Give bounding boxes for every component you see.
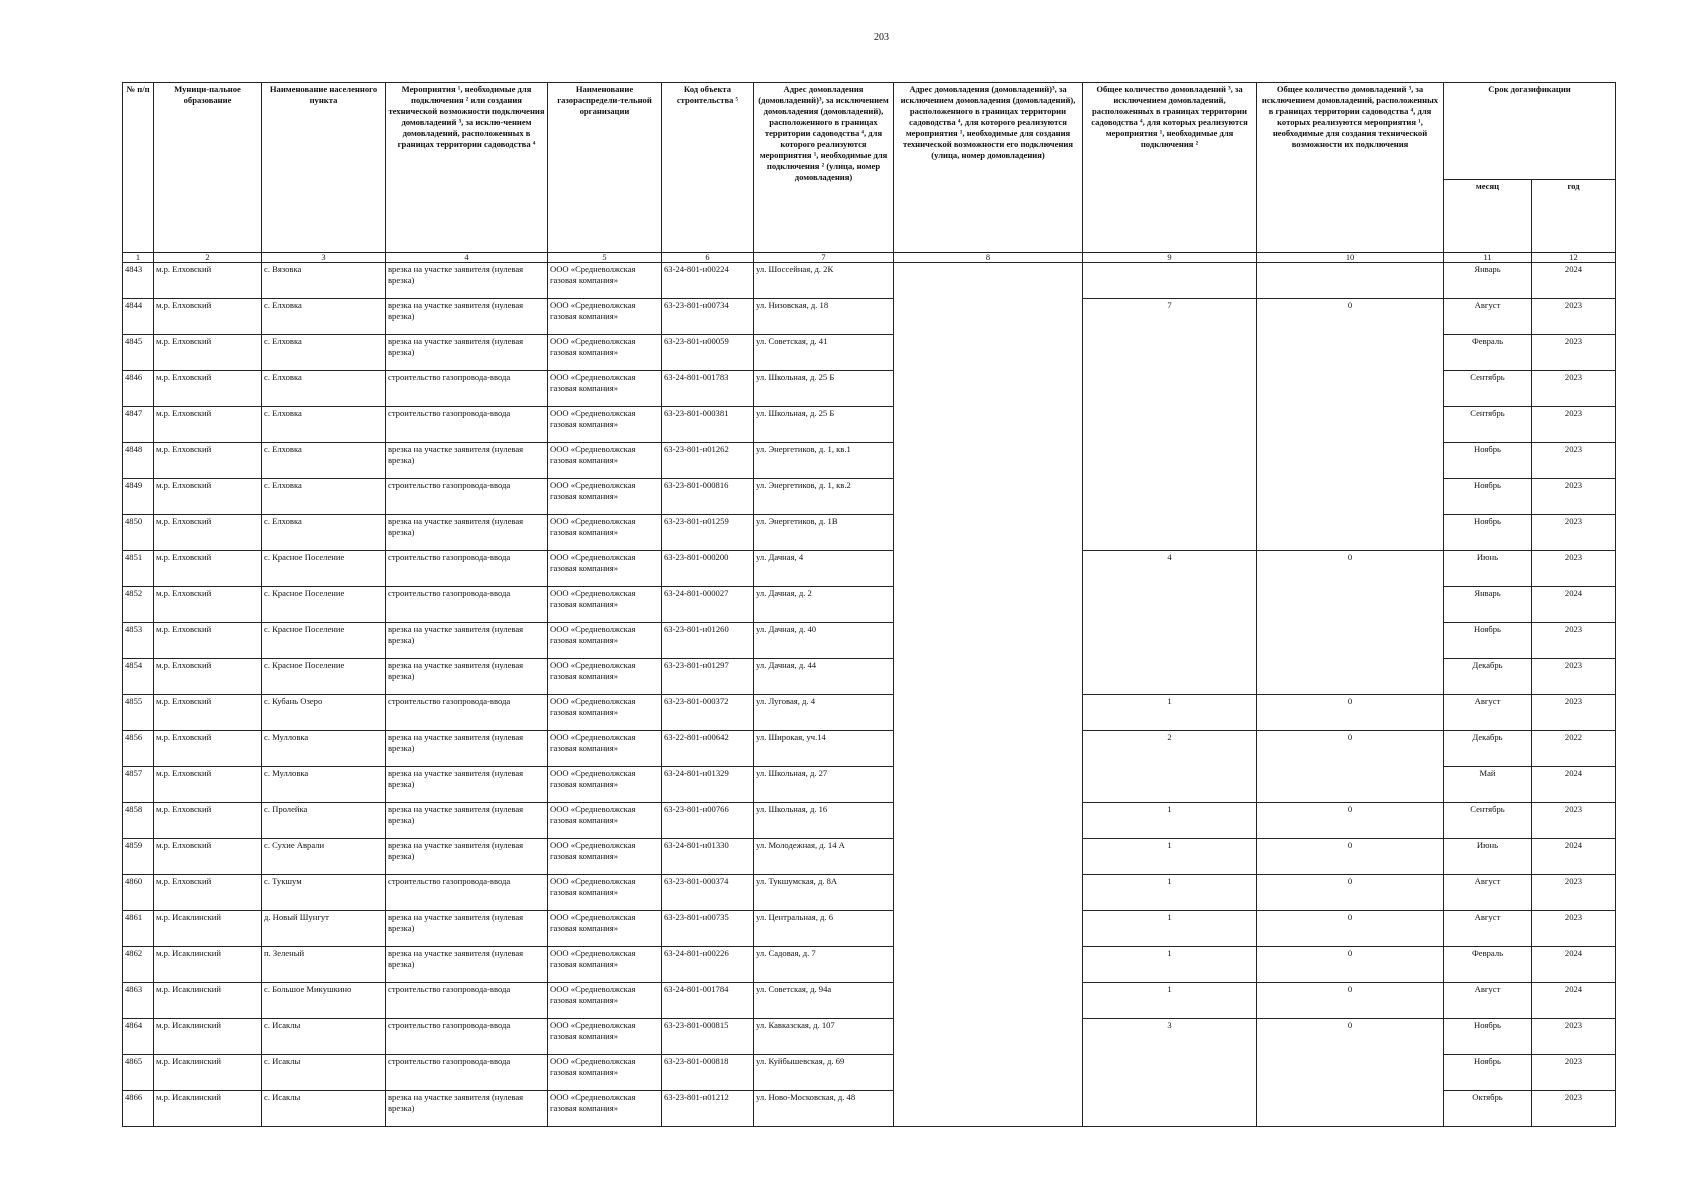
column-number: 12 [1532,253,1616,263]
cell-measure: строительство газопровода-ввода [386,875,548,911]
cell-address: ул. Широкая, уч.14 [754,731,894,767]
cell-total-capability: 0 [1257,731,1444,803]
cell-month: Август [1444,911,1532,947]
cell-settlement: с. Исаклы [262,1091,386,1127]
cell-measure: врезка на участке заявителя (нулевая врезка) [386,731,548,767]
cell-object-code: 63-23-801-н00735 [662,911,754,947]
table-row [123,947,1616,983]
cell-total-connection: 1 [1083,839,1257,875]
cell-month: Сентябрь [1444,803,1532,839]
cell-organization: ООО «Средневолжская газовая компания» [548,695,662,731]
table-row [123,263,1616,299]
cell-measure: врезка на участке заявителя (нулевая врезка) [386,839,548,875]
cell-month: Июнь [1444,551,1532,587]
cell-settlement: с. Елховка [262,335,386,371]
cell-address: ул. Советская, д. 41 [754,335,894,371]
cell-measure: строительство газопровода-ввода [386,407,548,443]
cell-object-code: 63-23-801-000818 [662,1055,754,1091]
cell-address: ул. Тукшумская, д. 8А [754,875,894,911]
cell-organization: ООО «Средневолжская газовая компания» [548,479,662,515]
row-number: 4857 [123,767,154,803]
cell-municipality: м.р. Елховский [154,839,262,875]
cell-year: 2023 [1532,443,1616,479]
cell-total-connection: 7 [1083,299,1257,551]
column-number: 5 [548,253,662,263]
cell-year: 2024 [1532,947,1616,983]
cell-settlement: с. Мулловка [262,731,386,767]
cell-organization: ООО «Средневолжская газовая компания» [548,587,662,623]
cell-month: Февраль [1444,335,1532,371]
cell-organization: ООО «Средневолжская газовая компания» [548,983,662,1019]
cell-settlement: с. Елховка [262,443,386,479]
column-number-row [123,253,1616,263]
cell-address: ул. Школьная, д. 27 [754,767,894,803]
column-number: 4 [386,253,548,263]
cell-year: 2023 [1532,479,1616,515]
cell-address: ул. Низовская, д. 18 [754,299,894,335]
cell-month: Июнь [1444,839,1532,875]
cell-total-capability: 0 [1257,299,1444,551]
cell-year: 2023 [1532,623,1616,659]
cell-object-code: 63-23-801-000815 [662,1019,754,1055]
cell-measure: строительство газопровода-ввода [386,551,548,587]
cell-year: 2023 [1532,695,1616,731]
cell-measure: врезка на участке заявителя (нулевая врезка) [386,767,548,803]
cell-measure: врезка на участке заявителя (нулевая врезка) [386,299,548,335]
cell-year: 2023 [1532,551,1616,587]
cell-month: Октябрь [1444,1091,1532,1127]
cell-address: ул. Дачная, д. 2 [754,587,894,623]
cell-object-code: 63-23-801-н00766 [662,803,754,839]
cell-organization: ООО «Средневолжская газовая компания» [548,731,662,767]
cell-settlement: с. Вязовка [262,263,386,299]
cell-month: Ноябрь [1444,623,1532,659]
cell-object-code: 63-23-801-н01260 [662,623,754,659]
cell-municipality: м.р. Исаклинский [154,911,262,947]
cell-total-connection: 4 [1083,551,1257,695]
row-number: 4846 [123,371,154,407]
cell-settlement: с. Красное Поселение [262,551,386,587]
row-number: 4850 [123,515,154,551]
page-number: 203 [874,32,889,43]
cell-total-capability: 0 [1257,911,1444,947]
cell-total-capability [1257,263,1444,299]
cell-municipality: м.р. Исаклинский [154,947,262,983]
cell-settlement: с. Елховка [262,407,386,443]
cell-address: ул. Школьная, д. 25 Б [754,371,894,407]
cell-settlement: с. Пролейка [262,803,386,839]
cell-month: Февраль [1444,947,1532,983]
cell-organization: ООО «Средневолжская газовая компания» [548,551,662,587]
cell-month: Август [1444,875,1532,911]
cell-total-connection: 3 [1083,1019,1257,1127]
cell-measure: строительство газопровода-ввода [386,1019,548,1055]
cell-total-connection: 2 [1083,731,1257,803]
row-number: 4843 [123,263,154,299]
cell-year: 2024 [1532,983,1616,1019]
cell-address: ул. Школьная, д. 16 [754,803,894,839]
cell-measure: строительство газопровода-ввода [386,479,548,515]
cell-year: 2024 [1532,263,1616,299]
header-month: месяц [1444,180,1532,253]
cell-organization: ООО «Средневолжская газовая компания» [548,263,662,299]
cell-object-code: 63-23-801-н01212 [662,1091,754,1127]
cell-total-capability: 0 [1257,839,1444,875]
cell-object-code: 63-24-801-000027 [662,587,754,623]
cell-measure: строительство газопровода-ввода [386,983,548,1019]
cell-month: Ноябрь [1444,479,1532,515]
cell-object-code: 63-24-801-н01329 [662,767,754,803]
cell-month: Ноябрь [1444,443,1532,479]
column-number: 10 [1257,253,1444,263]
cell-object-code: 63-24-801-001784 [662,983,754,1019]
cell-settlement: с. Большое Микушкино [262,983,386,1019]
table-row [123,1019,1616,1055]
cell-object-code: 63-23-801-н00059 [662,335,754,371]
cell-municipality: м.р. Елховский [154,623,262,659]
cell-month: Август [1444,299,1532,335]
cell-organization: ООО «Средневолжская газовая компания» [548,335,662,371]
cell-municipality: м.р. Елховский [154,407,262,443]
cell-total-capability: 0 [1257,875,1444,911]
cell-address: ул. Дачная, 4 [754,551,894,587]
cell-measure: врезка на участке заявителя (нулевая врезка) [386,803,548,839]
cell-settlement: с. Исаклы [262,1055,386,1091]
cell-organization: ООО «Средневолжская газовая компания» [548,443,662,479]
cell-year: 2023 [1532,335,1616,371]
row-number: 4864 [123,1019,154,1055]
header-settlement: Наименование населенного пункта [262,83,386,253]
cell-address: ул. Ново-Московская, д. 48 [754,1091,894,1127]
cell-total-capability: 0 [1257,947,1444,983]
row-number: 4851 [123,551,154,587]
row-number: 4844 [123,299,154,335]
cell-year: 2023 [1532,1019,1616,1055]
table-row [123,839,1616,875]
cell-year: 2023 [1532,659,1616,695]
row-number: 4847 [123,407,154,443]
row-number: 4848 [123,443,154,479]
row-number: 4866 [123,1091,154,1127]
cell-address: ул. Молодежная, д. 14 А [754,839,894,875]
cell-total-capability: 0 [1257,983,1444,1019]
cell-organization: ООО «Средневолжская газовая компания» [548,911,662,947]
cell-total-connection: 1 [1083,983,1257,1019]
column-number: 7 [754,253,894,263]
cell-year: 2022 [1532,731,1616,767]
cell-address: ул. Дачная, д. 44 [754,659,894,695]
cell-address: ул. Энергетиков, д. 1В [754,515,894,551]
cell-settlement: с. Мулловка [262,767,386,803]
cell-organization: ООО «Средневолжская газовая компания» [548,515,662,551]
column-number: 1 [123,253,154,263]
cell-organization: ООО «Средневолжская газовая компания» [548,803,662,839]
row-number: 4858 [123,803,154,839]
cell-measure: врезка на участке заявителя (нулевая врезка) [386,623,548,659]
cell-organization: ООО «Средневолжская газовая компания» [548,1019,662,1055]
cell-total-capability: 0 [1257,1019,1444,1127]
column-number: 2 [154,253,262,263]
cell-municipality: м.р. Елховский [154,659,262,695]
gasification-table [122,82,1616,1127]
row-number: 4849 [123,479,154,515]
cell-year: 2023 [1532,875,1616,911]
cell-municipality: м.р. Елховский [154,335,262,371]
cell-year: 2023 [1532,911,1616,947]
table-row [123,731,1616,767]
header-deadline: Срок догазификации [1444,83,1616,180]
cell-settlement: с. Красное Поселение [262,623,386,659]
cell-settlement: с. Красное Поселение [262,587,386,623]
cell-address: ул. Советская, д. 94а [754,983,894,1019]
header-year: год [1532,180,1616,253]
cell-settlement: п. Зеленый [262,947,386,983]
cell-year: 2023 [1532,299,1616,335]
cell-measure: строительство газопровода-ввода [386,695,548,731]
cell-total-capability: 0 [1257,803,1444,839]
cell-total-connection: 1 [1083,803,1257,839]
cell-municipality: м.р. Елховский [154,875,262,911]
header-municipality: Муници-пальное образование [154,83,262,253]
column-number: 8 [894,253,1083,263]
cell-municipality: м.р. Елховский [154,551,262,587]
cell-measure: врезка на участке заявителя (нулевая врезка) [386,335,548,371]
cell-organization: ООО «Средневолжская газовая компания» [548,1055,662,1091]
cell-municipality: м.р. Елховский [154,263,262,299]
row-number: 4865 [123,1055,154,1091]
cell-organization: ООО «Средневолжская газовая компания» [548,767,662,803]
cell-month: Январь [1444,587,1532,623]
cell-month: Декабрь [1444,659,1532,695]
cell-organization: ООО «Средневолжская газовая компания» [548,371,662,407]
cell-municipality: м.р. Елховский [154,587,262,623]
table-row [123,875,1616,911]
cell-object-code: 63-23-801-000374 [662,875,754,911]
cell-total-connection: 1 [1083,695,1257,731]
table-row [123,803,1616,839]
header-org: Наименование газораспредели-тельной организации [548,83,662,253]
cell-settlement: с. Елховка [262,371,386,407]
cell-address: ул. Шоссейная, д. 2К [754,263,894,299]
cell-measure: врезка на участке заявителя (нулевая врезка) [386,947,548,983]
row-number: 4854 [123,659,154,695]
cell-municipality: м.р. Исаклинский [154,1055,262,1091]
header-address-capability: Адрес домовладения (домовладений)³, за исключением домовладения (домовладений), расположенного в границах территории садоводства ⁴, для которого реализуются мероприятия ¹, необходимые для создания технической возможности его подключения (улица, номер домовладения) [894,83,1083,253]
table-row [123,551,1616,587]
cell-object-code: 63-23-801-н01262 [662,443,754,479]
header-total-connection: Общее количество домовладений ³, за исключением домовладений, расположенных в границах территории садоводства ⁴, для которых реализуются мероприятия ¹, необходимые для подключения ² [1083,83,1257,253]
cell-object-code: 63-24-801-н01330 [662,839,754,875]
header-total-capability: Общее количество домовладений ³, за исключением домовладений, расположенных в границах территории садоводства ⁴, для которых реализуются мероприятия ¹, необходимые для создания технической возможности их подключения [1257,83,1444,253]
cell-organization: ООО «Средневолжская газовая компания» [548,623,662,659]
cell-organization: ООО «Средневолжская газовая компания» [548,875,662,911]
cell-address-capability [894,263,1083,1127]
cell-measure: врезка на участке заявителя (нулевая врезка) [386,515,548,551]
cell-object-code: 63-23-801-н01297 [662,659,754,695]
cell-year: 2024 [1532,839,1616,875]
cell-municipality: м.р. Елховский [154,443,262,479]
cell-organization: ООО «Средневолжская газовая компания» [548,659,662,695]
cell-object-code: 63-23-801-000816 [662,479,754,515]
column-number: 9 [1083,253,1257,263]
cell-total-connection [1083,263,1257,299]
cell-month: Ноябрь [1444,515,1532,551]
cell-address: ул. Энергетиков, д. 1, кв.2 [754,479,894,515]
cell-year: 2023 [1532,1055,1616,1091]
row-number: 4862 [123,947,154,983]
header-measures: Мероприятия ¹, необходимые для подключения ² или создания технической возможности подключения домовладений ³, за исклю-чением домовладений, расположенных в границах территории садоводства ⁴ [386,83,548,253]
cell-object-code: 63-24-801-н00226 [662,947,754,983]
row-number: 4853 [123,623,154,659]
header-code: Код объекта строительства ⁵ [662,83,754,253]
cell-organization: ООО «Средневолжская газовая компания» [548,299,662,335]
row-number: 4861 [123,911,154,947]
cell-organization: ООО «Средневолжская газовая компания» [548,407,662,443]
cell-object-code: 63-23-801-н00734 [662,299,754,335]
cell-settlement: с. Исаклы [262,1019,386,1055]
cell-address: ул. Центральная, д. 6 [754,911,894,947]
cell-settlement: с. Елховка [262,299,386,335]
table-body [123,263,1616,1127]
cell-total-capability: 0 [1257,551,1444,695]
cell-month: Январь [1444,263,1532,299]
cell-address: ул. Садовая, д. 7 [754,947,894,983]
cell-object-code: 63-24-801-001783 [662,371,754,407]
table-row [123,983,1616,1019]
cell-municipality: м.р. Елховский [154,479,262,515]
cell-settlement: с. Кубань Озеро [262,695,386,731]
cell-municipality: м.р. Исаклинский [154,983,262,1019]
cell-municipality: м.р. Елховский [154,803,262,839]
cell-settlement: д. Новый Шунгут [262,911,386,947]
row-number: 4863 [123,983,154,1019]
cell-measure: врезка на участке заявителя (нулевая врезка) [386,263,548,299]
cell-year: 2023 [1532,803,1616,839]
cell-measure: врезка на участке заявителя (нулевая врезка) [386,659,548,695]
cell-settlement: с. Елховка [262,515,386,551]
cell-measure: строительство газопровода-ввода [386,587,548,623]
cell-measure: строительство газопровода-ввода [386,371,548,407]
cell-measure: врезка на участке заявителя (нулевая врезка) [386,1091,548,1127]
cell-total-capability: 0 [1257,695,1444,731]
cell-municipality: м.р. Елховский [154,371,262,407]
cell-total-connection: 1 [1083,911,1257,947]
cell-year: 2023 [1532,371,1616,407]
cell-settlement: с. Сухие Аврали [262,839,386,875]
cell-address: ул. Дачная, д. 40 [754,623,894,659]
cell-total-connection: 1 [1083,875,1257,911]
table-row [123,299,1616,335]
cell-organization: ООО «Средневолжская газовая компания» [548,947,662,983]
cell-organization: ООО «Средневолжская газовая компания» [548,839,662,875]
column-number: 3 [262,253,386,263]
cell-year: 2024 [1532,767,1616,803]
cell-object-code: 63-23-801-000372 [662,695,754,731]
row-number: 4856 [123,731,154,767]
cell-month: Май [1444,767,1532,803]
cell-month: Ноябрь [1444,1019,1532,1055]
cell-month: Сентябрь [1444,407,1532,443]
header-address-connection: Адрес домовладения (домовладений)³, за исключением домовладения (домовладений), расположенного в границах территории садоводства ⁴, для которого реализуются мероприятия ¹, необходимые для подключения ² (улица, номер домовладения) [754,83,894,253]
cell-municipality: м.р. Елховский [154,299,262,335]
cell-total-connection: 1 [1083,947,1257,983]
row-number: 4852 [123,587,154,623]
cell-municipality: м.р. Елховский [154,767,262,803]
cell-month: Август [1444,983,1532,1019]
column-number: 6 [662,253,754,263]
cell-month: Сентябрь [1444,371,1532,407]
cell-object-code: 63-23-801-000381 [662,407,754,443]
cell-object-code: 63-23-801-н01259 [662,515,754,551]
cell-object-code: 63-24-801-н00224 [662,263,754,299]
column-number: 11 [1444,253,1532,263]
cell-object-code: 63-23-801-000200 [662,551,754,587]
cell-address: ул. Кавказская, д. 107 [754,1019,894,1055]
cell-month: Август [1444,695,1532,731]
cell-municipality: м.р. Исаклинский [154,1091,262,1127]
header-num: № п/п [123,83,154,253]
row-number: 4855 [123,695,154,731]
cell-year: 2023 [1532,1091,1616,1127]
table-row [123,695,1616,731]
cell-object-code: 63-22-801-н00642 [662,731,754,767]
cell-municipality: м.р. Елховский [154,695,262,731]
table-row [123,911,1616,947]
cell-measure: врезка на участке заявителя (нулевая врезка) [386,443,548,479]
cell-municipality: м.р. Елховский [154,731,262,767]
cell-address: ул. Куйбышевская, д. 69 [754,1055,894,1091]
cell-municipality: м.р. Елховский [154,515,262,551]
cell-address: ул. Школьная, д. 25 Б [754,407,894,443]
cell-year: 2024 [1532,587,1616,623]
cell-year: 2023 [1532,515,1616,551]
cell-address: ул. Луговая, д. 4 [754,695,894,731]
cell-address: ул. Энергетиков, д. 1, кв.1 [754,443,894,479]
cell-month: Ноябрь [1444,1055,1532,1091]
row-number: 4845 [123,335,154,371]
row-number: 4860 [123,875,154,911]
cell-measure: врезка на участке заявителя (нулевая врезка) [386,911,548,947]
cell-settlement: с. Тукшум [262,875,386,911]
cell-municipality: м.р. Исаклинский [154,1019,262,1055]
row-number: 4859 [123,839,154,875]
cell-year: 2023 [1532,407,1616,443]
cell-measure: строительство газопровода-ввода [386,1055,548,1091]
cell-month: Декабрь [1444,731,1532,767]
cell-organization: ООО «Средневолжская газовая компания» [548,1091,662,1127]
cell-settlement: с. Елховка [262,479,386,515]
cell-settlement: с. Красное Поселение [262,659,386,695]
